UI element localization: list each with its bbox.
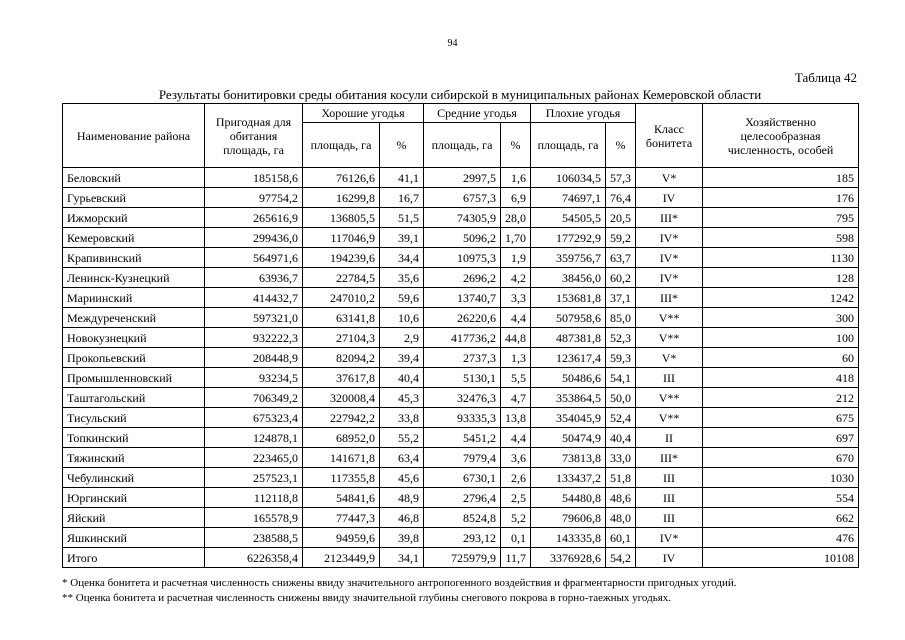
table-cell: 6,9 [501,188,531,208]
table-cell: III [636,508,703,528]
table-row [63,528,859,548]
table-cell: III [636,488,703,508]
table-cell: 1130 [703,248,859,268]
table-cell: 6226358,4 [205,548,303,568]
table-cell: Новокузнецкий [63,328,205,348]
table-cell: 10975,3 [424,248,501,268]
table-cell: IV* [636,248,703,268]
table-cell: 697 [703,428,859,448]
table-cell: 63,7 [606,248,636,268]
table-cell: V** [636,388,703,408]
table-cell: 48,9 [380,488,424,508]
table-cell: 136805,5 [303,208,380,228]
table-cell: 16299,8 [303,188,380,208]
table-cell: 2,5 [501,488,531,508]
table-cell: 0,1 [501,528,531,548]
table-cell: 165578,9 [205,508,303,528]
table-cell: IV* [636,528,703,548]
table-row [63,448,859,468]
table-cell: 212 [703,388,859,408]
table-cell: 354045,9 [531,408,606,428]
table-cell: 6757,3 [424,188,501,208]
table-cell: 1,6 [501,168,531,188]
table-row [63,368,859,388]
table-cell: 662 [703,508,859,528]
table-row [63,168,859,188]
table-cell: 11,7 [501,548,531,568]
table-row [63,408,859,428]
table-cell: 2737,3 [424,348,501,368]
table-cell: V* [636,168,703,188]
table-cell: 97754,2 [205,188,303,208]
table-cell: 74305,9 [424,208,501,228]
table-cell: 74697,1 [531,188,606,208]
table-cell: 54505,5 [531,208,606,228]
table-cell: 77447,3 [303,508,380,528]
table-cell: 48,0 [606,508,636,528]
table-cell: 554 [703,488,859,508]
footnotes [62,576,737,606]
table-cell: 133437,2 [531,468,606,488]
table-cell: 143335,8 [531,528,606,548]
table-cell: 300 [703,308,859,328]
table-cell: 176 [703,188,859,208]
table-cell: 13740,7 [424,288,501,308]
table-cell: Итого [63,548,205,568]
table-cell: 1030 [703,468,859,488]
table-cell: 353864,5 [531,388,606,408]
table-cell: 247010,2 [303,288,380,308]
table-cell: 598 [703,228,859,248]
table-cell: 82094,2 [303,348,380,368]
table-cell: 2,9 [380,328,424,348]
table-cell: 60,1 [606,528,636,548]
table-cell: III* [636,448,703,468]
table-cell: III [636,468,703,488]
table-cell: 2796,4 [424,488,501,508]
table-cell: Ижморский [63,208,205,228]
table-cell: 675 [703,408,859,428]
table-cell: 476 [703,528,859,548]
header-good-area: площадь, га [303,123,380,168]
table-cell: 123617,4 [531,348,606,368]
table-cell: 227942,2 [303,408,380,428]
table-cell: Крапивинский [63,248,205,268]
table-cell: 185158,6 [205,168,303,188]
table-cell: 48,6 [606,488,636,508]
table-cell: 3,3 [501,288,531,308]
table-cell: 50474,9 [531,428,606,448]
table-row [63,308,859,328]
table-cell: 34,4 [380,248,424,268]
table-cell: 7979,4 [424,448,501,468]
table-cell: 117046,9 [303,228,380,248]
table-cell: Тяжинский [63,448,205,468]
table-row [63,348,859,368]
table-cell: 6730,1 [424,468,501,488]
table-cell: 59,3 [606,348,636,368]
table-cell: 28,0 [501,208,531,228]
table-cell: 63936,7 [205,268,303,288]
table-cell: 59,6 [380,288,424,308]
table-cell: 1,9 [501,248,531,268]
table-row [63,488,859,508]
table-cell: 320008,4 [303,388,380,408]
table-cell: 60,2 [606,268,636,288]
table-cell: Промышленновский [63,368,205,388]
table-cell: 40,4 [380,368,424,388]
table-cell: Междуреченский [63,308,205,328]
table-cell: 37,1 [606,288,636,308]
table-cell: 3,6 [501,448,531,468]
table-row [63,228,859,248]
table-cell: 3376928,6 [531,548,606,568]
table-cell: 35,6 [380,268,424,288]
table-cell: 51,8 [606,468,636,488]
table-label: Таблица 42 [794,70,857,85]
table-cell: 55,2 [380,428,424,448]
footnote-2: ** Оценка бонитета и расчетная численность снижены ввиду значительной глубины снегового покрова в горно-таежных угодьях. [62,592,672,604]
table-cell: 63141,8 [303,308,380,328]
table-row [63,328,859,348]
table-cell: 76126,6 [303,168,380,188]
table-cell: 52,3 [606,328,636,348]
table-cell: 8524,8 [424,508,501,528]
table-cell: 27104,3 [303,328,380,348]
table-cell: 932222,3 [205,328,303,348]
table-cell: 54480,8 [531,488,606,508]
bonitet-table [62,103,859,568]
table-cell: 795 [703,208,859,228]
table-title: Результаты бонитировки среды обитания косули сибирской в муниципальных районах Кемеровской области [158,87,762,102]
table-cell: 299436,0 [205,228,303,248]
table-cell: 177292,9 [531,228,606,248]
table-cell: 2,6 [501,468,531,488]
table-cell: 670 [703,448,859,468]
table-cell: 414432,7 [205,288,303,308]
table-cell: 50486,6 [531,368,606,388]
table-cell: Юргинский [63,488,205,508]
table-cell: 85,0 [606,308,636,328]
table-cell: 597321,0 [205,308,303,328]
table-cell: 79606,8 [531,508,606,528]
header-poor: Плохие угодья [531,104,636,123]
table-cell: 4,7 [501,388,531,408]
table-cell: 265616,9 [205,208,303,228]
table-cell: 223465,0 [205,448,303,468]
table-cell: 1242 [703,288,859,308]
table-cell: 26220,6 [424,308,501,328]
table-cell: 194239,6 [303,248,380,268]
table-cell: IV [636,188,703,208]
table-cell: V** [636,308,703,328]
table-cell: 54,2 [606,548,636,568]
table-cell: 50,0 [606,388,636,408]
header-good: Хорошие угодья [303,104,424,123]
table-cell: 238588,5 [205,528,303,548]
table-cell: 38456,0 [531,268,606,288]
table-cell: Топкинский [63,428,205,448]
table-cell: Беловский [63,168,205,188]
table-cell: II [636,428,703,448]
table-cell: 10108 [703,548,859,568]
table-cell: 4,4 [501,308,531,328]
table-cell: IV* [636,268,703,288]
table-cell: 40,4 [606,428,636,448]
table-cell: 73813,8 [531,448,606,468]
table-cell: 5130,1 [424,368,501,388]
table-cell: Гурьевский [63,188,205,208]
table-cell: 16,7 [380,188,424,208]
table-row [63,388,859,408]
table-cell: Яшкинский [63,528,205,548]
table-cell: V* [636,348,703,368]
table-cell: III* [636,208,703,228]
table-cell: 100 [703,328,859,348]
table-cell: 418 [703,368,859,388]
table-cell: 13,8 [501,408,531,428]
table-cell: 208448,9 [205,348,303,368]
table-cell: 675323,4 [205,408,303,428]
table-cell: Яйский [63,508,205,528]
table-cell: 37617,8 [303,368,380,388]
table-cell: 5451,2 [424,428,501,448]
table-cell: 2123449,9 [303,548,380,568]
table-cell: 10,6 [380,308,424,328]
table-cell: 725979,9 [424,548,501,568]
footnote-1: * Оценка бонитета и расчетная численность снижены ввиду значительного антропогенного воздействия и фрагментарности пригодных угодий. [62,577,737,589]
table-cell: 141671,8 [303,448,380,468]
table-cell: Таштагольский [63,388,205,408]
table-cell: 417736,2 [424,328,501,348]
table-cell: 60 [703,348,859,368]
table-cell: 57,3 [606,168,636,188]
table-cell: IV [636,548,703,568]
table-cell: 51,5 [380,208,424,228]
table-cell: Кемеровский [63,228,205,248]
table-cell: 93234,5 [205,368,303,388]
table-cell: 5,2 [501,508,531,528]
table-cell: 359756,7 [531,248,606,268]
table-cell: Чебулинский [63,468,205,488]
table-cell: 5096,2 [424,228,501,248]
table-cell: Мариинский [63,288,205,308]
table-cell: 39,8 [380,528,424,548]
table-row [63,188,859,208]
table-cell: 39,1 [380,228,424,248]
table-cell: 41,1 [380,168,424,188]
table-cell: 33,0 [606,448,636,468]
header-econ: Хозяйственно целесообразная численность, особей [703,104,859,168]
table-cell: III* [636,288,703,308]
table-cell: 487381,8 [531,328,606,348]
table-cell: 22784,5 [303,268,380,288]
table-cell: 68952,0 [303,428,380,448]
table-cell: 507958,6 [531,308,606,328]
table-cell: 32476,3 [424,388,501,408]
table-cell: 46,8 [380,508,424,528]
table-cell: 117355,8 [303,468,380,488]
header-class: Класс бонитета [636,104,703,168]
table-cell: V** [636,408,703,428]
header-good-pct: % [380,123,424,168]
header-poor-pct: % [606,123,636,168]
table-cell: 4,2 [501,268,531,288]
table-cell: 564971,6 [205,248,303,268]
header-poor-area: площадь, га [531,123,606,168]
table-cell: 52,4 [606,408,636,428]
table-cell: Ленинск-Кузнецкий [63,268,205,288]
table-cell: 4,4 [501,428,531,448]
table-cell: 293,12 [424,528,501,548]
table-cell: 93335,3 [424,408,501,428]
table-cell: 59,2 [606,228,636,248]
table-cell: 33,8 [380,408,424,428]
table-cell: 706349,2 [205,388,303,408]
table-cell: 54841,6 [303,488,380,508]
table-cell: V** [636,328,703,348]
page-number: 94 [447,38,458,49]
table-cell: 5,5 [501,368,531,388]
table-row [63,428,859,448]
table-row [63,208,859,228]
table-cell: 54,1 [606,368,636,388]
table-row [63,248,859,268]
header-suitable-area: Пригодная для обитания площадь, га [205,104,303,168]
header-medium: Средние угодья [424,104,531,123]
table-cell: 34,1 [380,548,424,568]
table-row [63,548,859,568]
table-cell: 2997,5 [424,168,501,188]
table-cell: 128 [703,268,859,288]
table-cell: 1,70 [501,228,531,248]
table-cell: 185 [703,168,859,188]
table-cell: 124878,1 [205,428,303,448]
table-row [63,288,859,308]
table-row [63,268,859,288]
header-medium-pct: % [501,123,531,168]
table-cell: 63,4 [380,448,424,468]
table-cell: 76,4 [606,188,636,208]
table-cell: 45,3 [380,388,424,408]
table-cell: 153681,8 [531,288,606,308]
table-cell: IV* [636,228,703,248]
table-cell: 106034,5 [531,168,606,188]
table-cell: 1,3 [501,348,531,368]
table-row [63,468,859,488]
table-cell: 39,4 [380,348,424,368]
table-cell: 94959,6 [303,528,380,548]
header-name: Наименование района [63,104,205,168]
table-cell: 2696,2 [424,268,501,288]
table-cell: 112118,8 [205,488,303,508]
table-cell: III [636,368,703,388]
header-medium-area: площадь, га [424,123,501,168]
table-cell: 20,5 [606,208,636,228]
table-cell: 45,6 [380,468,424,488]
table-cell: Тисульский [63,408,205,428]
table-cell: Прокопьевский [63,348,205,368]
table-cell: 44,8 [501,328,531,348]
table-cell: 257523,1 [205,468,303,488]
table-row [63,508,859,528]
